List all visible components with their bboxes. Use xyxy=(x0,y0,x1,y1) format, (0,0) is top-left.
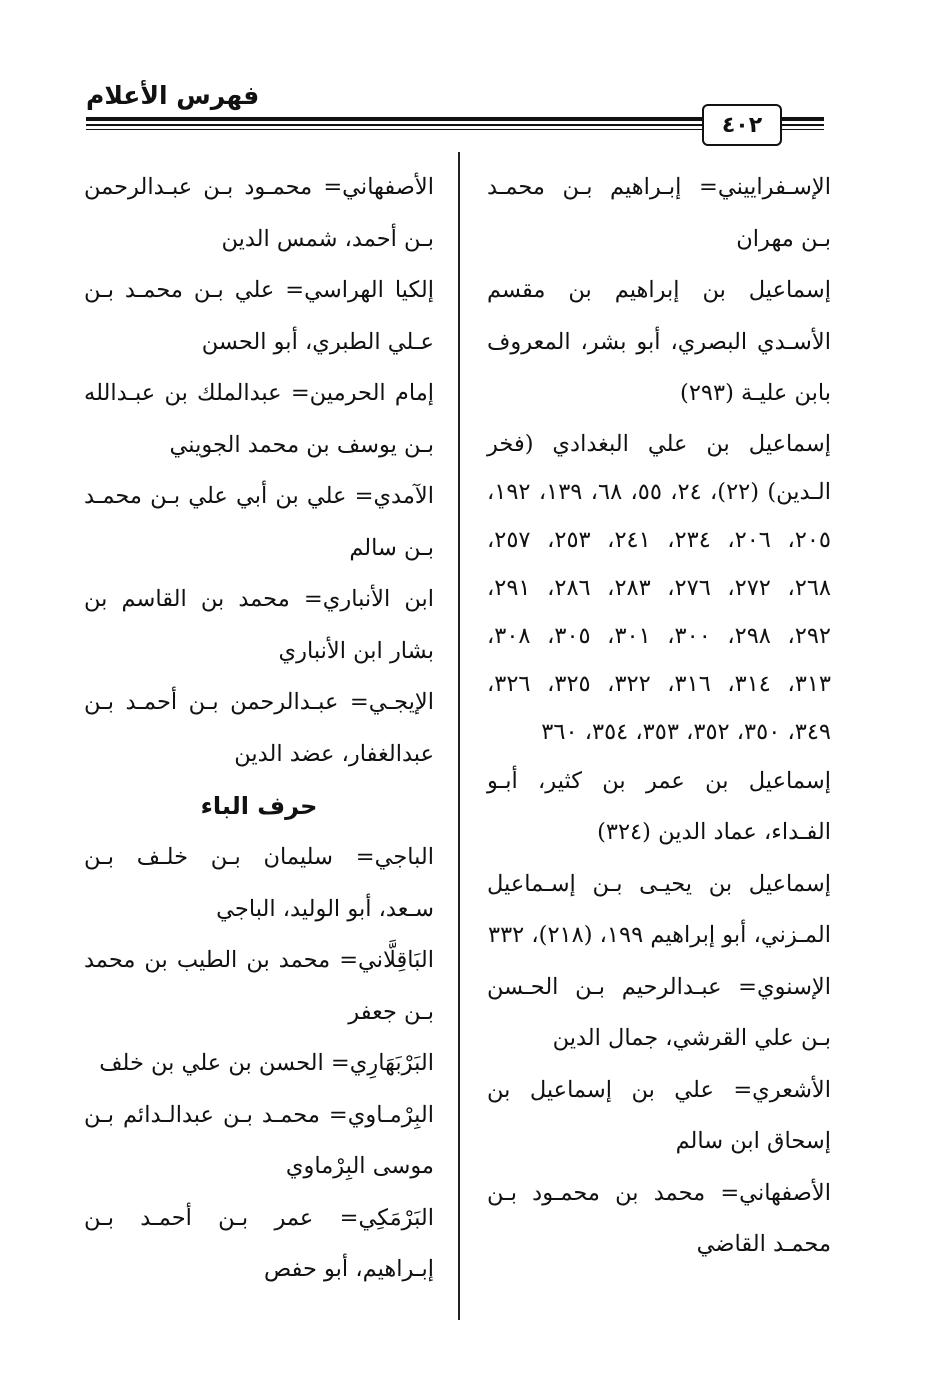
index-entry: الإيجـي= عبـدالرحمن بـن أحمـد بـن عبدالغفار، عضد الدين xyxy=(84,689,434,767)
page-number: ٤٠٢ xyxy=(702,104,782,146)
index-entry: إسماعيل بن عمر بن كثير، أبـو الفـداء، عماد الدين (٣٢٤) xyxy=(487,767,831,845)
index-entry: الأصفهاني= محمد بن محمـود بـن محمـد القاضي xyxy=(487,1179,831,1257)
index-entry: البَرْمَكِي= عمر بـن أحمـد بـن إبـراهيم، أبو حفص xyxy=(84,1204,434,1282)
index-entry: الآمدي= علي بن أبي علي بـن محمـد بـن سالم xyxy=(84,483,434,561)
index-entry: إسماعيل بن إبراهيم بن مقسم الأسـدي البصري، أبو بشر، المعروف بابن عليـة (٢٩٣) xyxy=(487,277,831,406)
index-entry: الأصفهاني= محمـود بـن عبـدالرحمن بـن أحمد، شمس الدين xyxy=(84,174,434,252)
index-entry: إلكيا الهراسي= علي بـن محمـد بـن عـلي الطبري، أبو الحسن xyxy=(84,277,434,355)
page-title: فهرس الأعلام xyxy=(86,81,260,110)
index-entry: البَاقِلَّاني= محمد بن الطيب بن محمد بـن جعفر xyxy=(84,947,434,1025)
right-column xyxy=(487,162,831,1271)
index-entry: الباجي= سليمان بـن خلـف بـن سـعد، أبو الوليد، الباجي xyxy=(84,844,434,922)
index-entry: ابن الأنباري= محمد بن القاسم بن بشار ابن الأنباري xyxy=(84,586,434,664)
index-entry: الإسنوي= عبـدالرحيم بـن الحـسن بـن علي القرشي، جمال الدين xyxy=(487,973,831,1051)
column-divider xyxy=(458,152,460,1320)
index-entry: إسماعيل بن يحيـى بـن إسـماعيل المـزني، أبو إبراهيم ١٩٩، (٢١٨)، ٣٣٢ xyxy=(487,870,831,948)
index-entry: الأشعري= علي بن إسماعيل بن إسحاق ابن سالم xyxy=(487,1076,831,1154)
left-column xyxy=(84,162,434,1296)
index-entry: البِرْمـاوي= محمـد بـن عبدالـدائم بـن موسى البِرْماوي xyxy=(84,1101,434,1179)
index-entry: البَرْبَهَارِي= الحسن بن علي بن خلف xyxy=(99,1050,434,1076)
section-heading: حرف الباء xyxy=(200,792,318,820)
index-entry: الإسـفراييني= إبـراهيم بـن محمـد بـن مهران xyxy=(487,174,831,252)
index-entry: إمام الحرمين= عبدالملك بن عبـدالله بـن يوسف بن محمد الجويني xyxy=(84,380,434,458)
index-entry: إسماعيل بن علي البغدادي (فخر الـدين) (٢٢)، ٢٤، ٥٥، ٦٨، ١٣٩، ١٩٢، ٢٠٥، ٢٠٦، ٢٣٤، ٢٤١، ٢٥٣، ٢٥٧، ٢٦٨، ٢٧٢، ٢٧٦، ٢٨٣، ٢٨٦، ٢٩١، ٢٩٢، ٢٩٨، ٣٠٠، ٣٠١، ٣٠٥، ٣٠٨، ٣١٣، ٣١٤، ٣١٦، ٣٢٢، ٣٢٥، ٣٢٦، ٣٤٩، ٣٥٠، ٣٥٢، ٣٥٣، ٣٥٤، ٣٦٠ xyxy=(487,430,832,745)
